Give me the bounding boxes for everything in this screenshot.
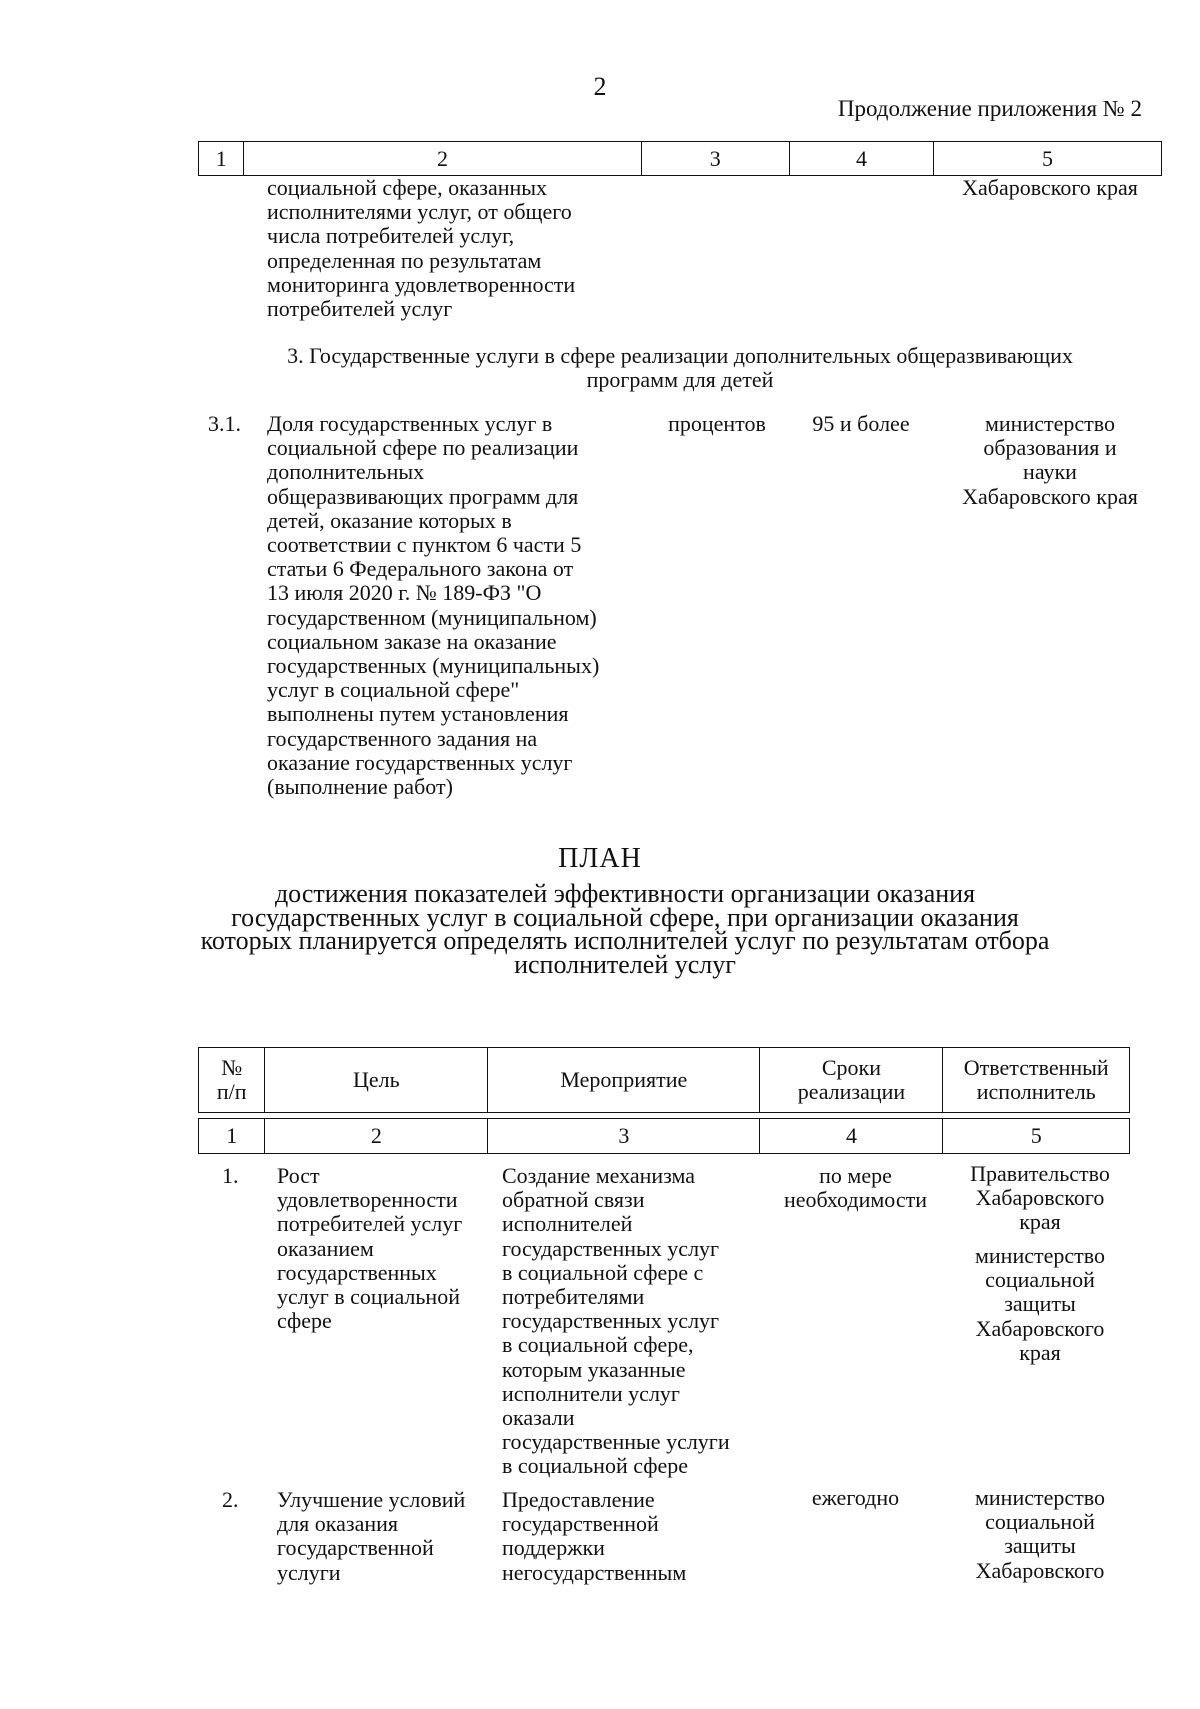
header-terms — [760, 1048, 943, 1113]
text-line: услуг в социальной сфере" — [267, 677, 520, 703]
text-line: услуги — [277, 1559, 341, 1585]
section-heading — [220, 344, 1140, 392]
text-line: статьи 6 Федерального закона от — [267, 556, 574, 582]
text-line: оказанием — [277, 1235, 374, 1261]
text-line: 3. Государственные услуги в сфере реализации дополнительных общеразвивающих — [287, 343, 1073, 368]
header-line: исполнитель — [976, 1079, 1096, 1104]
plan-row-1-goal — [277, 1164, 462, 1333]
text-line: программ для детей — [586, 367, 774, 393]
text-line: государственных услуг — [502, 1235, 720, 1261]
plan-col-number-3: 3 — [488, 1119, 760, 1154]
header-line: № — [221, 1055, 243, 1080]
text-line: Правительство — [970, 1161, 1110, 1186]
text-line: государственные услуги — [502, 1429, 730, 1455]
text-line: дополнительных — [267, 459, 425, 485]
plan-row-2-number: 2. — [222, 1487, 239, 1512]
row-3-1-unit: процентов — [668, 411, 766, 436]
text-line: в социальной сфере с — [502, 1259, 704, 1285]
text-line: защиты — [1004, 1291, 1076, 1317]
text-line: Рост — [277, 1163, 320, 1188]
text-line: выполнены путем установления — [267, 701, 569, 727]
top-col-number-2: 2 — [244, 142, 641, 176]
text-line: для оказания — [277, 1511, 399, 1537]
plan-row-1-terms — [764, 1164, 947, 1212]
subtitle-line: которых планируется определять исполнителей услуг по результатам отбора — [200, 926, 1050, 955]
plan-row-2-responsible — [947, 1486, 1133, 1583]
text-line: исполнителей — [502, 1211, 633, 1237]
text-line: министерство — [974, 1243, 1105, 1268]
text-line: соответствии с пунктом 6 части 5 — [267, 532, 582, 558]
text-line: определенная по результатам — [267, 247, 542, 273]
top-col-number-1: 1 — [199, 142, 244, 176]
text-line: социальной — [985, 1509, 1095, 1535]
text-line: потребителями — [502, 1284, 645, 1310]
text-line: министерство — [974, 1485, 1105, 1510]
header-activity: Мероприятие — [488, 1048, 760, 1113]
continuation-label: Продолжение приложения № 2 — [837, 96, 1142, 121]
text-line: услуг в социальной — [277, 1284, 460, 1310]
row-3-1-number: 3.1. — [208, 411, 241, 436]
text-line: в социальной сфере — [502, 1453, 689, 1479]
text-line: края — [1019, 1339, 1061, 1365]
plan-row-1-responsible-b — [947, 1244, 1133, 1365]
text-line: социальной сфере, оказанных — [267, 175, 548, 200]
text-line: Хабаровского — [975, 1185, 1105, 1211]
text-line: Хабаровского края — [962, 175, 1138, 200]
text-line: обратной связи — [502, 1187, 645, 1213]
text-line: необходимости — [783, 1187, 927, 1213]
text-line: государственной — [277, 1535, 434, 1561]
text-line: государственных услуг — [502, 1308, 720, 1334]
text-line: исполнителями услуг, от общего — [267, 199, 572, 225]
header-line: Ответственный — [963, 1055, 1109, 1080]
plan-col-number-1: 1 — [199, 1119, 265, 1154]
header-goal: Цель — [265, 1048, 488, 1113]
plan-col-number-4: 4 — [760, 1119, 943, 1154]
text-line: государственных (муниципальных) — [267, 653, 600, 679]
text-line: мониторинга удовлетворенности — [267, 271, 576, 297]
header-line: реализации — [797, 1079, 906, 1104]
continued-row-text — [267, 176, 575, 321]
text-line: исполнители услуг — [502, 1380, 680, 1406]
text-line: Хабаровского края — [962, 483, 1138, 509]
text-line: Хабаровского — [975, 1315, 1105, 1341]
text-line: Создание механизма — [502, 1163, 696, 1188]
plan-col-number-5: 5 — [943, 1119, 1130, 1154]
subtitle-line: исполнителей услуг — [514, 949, 736, 979]
top-table-header — [198, 141, 1162, 176]
text-line: ежегодно — [811, 1485, 900, 1510]
text-line: негосударственным — [502, 1559, 687, 1585]
text-line: Доля государственных услуг в — [267, 411, 553, 436]
text-line: Хабаровского — [975, 1557, 1105, 1583]
header-responsible — [943, 1048, 1130, 1113]
plan-row-2-terms — [764, 1486, 947, 1510]
text-line: социальном заказе на оказание — [267, 628, 557, 654]
text-line: по мере — [819, 1163, 892, 1188]
text-line: Улучшение условий — [277, 1487, 466, 1512]
text-line: числа потребителей услуг, — [267, 223, 515, 249]
plan-table-header — [198, 1047, 1130, 1154]
plan-row-2-activity — [502, 1488, 686, 1585]
text-line: (выполнение работ) — [267, 774, 453, 800]
plan-row-1-responsible-a — [947, 1162, 1133, 1235]
plan-title: ПЛАН — [558, 843, 642, 874]
plan-subtitle — [200, 879, 1050, 979]
text-line: науки — [1023, 459, 1077, 485]
row-3-1-text — [267, 412, 599, 799]
top-col-number-3: 3 — [641, 142, 789, 176]
text-line: защиты — [1004, 1533, 1076, 1559]
text-line: сфере — [277, 1308, 332, 1334]
text-line: государственного задания на — [267, 725, 538, 751]
plan-row-2-goal — [277, 1488, 465, 1585]
top-col-number-4: 4 — [789, 142, 933, 176]
text-line: государственном (муниципальном) — [267, 604, 597, 630]
text-line: потребителей услуг — [277, 1211, 463, 1237]
text-line: общеразвивающих программ для — [267, 483, 579, 509]
text-line: детей, оказание которых в — [267, 507, 512, 533]
text-line: социальной — [985, 1267, 1095, 1293]
text-line: социальной сфере по реализации — [267, 435, 579, 461]
header-line: п/п — [216, 1079, 247, 1104]
text-line: поддержки — [502, 1535, 605, 1561]
text-line: 13 июля 2020 г. № 189-ФЗ "О — [267, 580, 542, 606]
text-line: государственных — [277, 1259, 437, 1285]
text-line: края — [1019, 1209, 1061, 1235]
plan-row-1-number: 1. — [222, 1163, 239, 1188]
row-3-1-value: 95 и более — [812, 411, 910, 436]
plan-col-number-2: 2 — [265, 1119, 488, 1154]
text-line: государственной — [502, 1511, 659, 1537]
text-line: оказали — [502, 1405, 575, 1431]
text-line: в социальной сфере, — [502, 1332, 694, 1358]
text-line: удовлетворенности — [277, 1187, 458, 1213]
subtitle-line: достижения показателей эффективности организации оказания — [274, 879, 976, 908]
row-3-1-responsible — [938, 412, 1162, 509]
continued-row-responsible — [938, 176, 1162, 200]
page-number: 2 — [593, 72, 607, 101]
text-line: оказание государственных услуг — [267, 749, 573, 775]
top-col-number-5: 5 — [934, 142, 1162, 176]
subtitle-line: государственных услуг в социальной сфере, при организации оказания — [231, 902, 1019, 932]
text-line: образования и — [983, 435, 1117, 461]
text-line: потребителей услуг — [267, 296, 453, 322]
header-line: Сроки — [821, 1055, 882, 1080]
plan-row-1-activity — [502, 1164, 730, 1479]
text-line: которым указанные — [502, 1356, 686, 1382]
text-line: Предоставление — [502, 1487, 655, 1512]
text-line: министерство — [984, 411, 1115, 436]
header-num — [199, 1048, 265, 1113]
